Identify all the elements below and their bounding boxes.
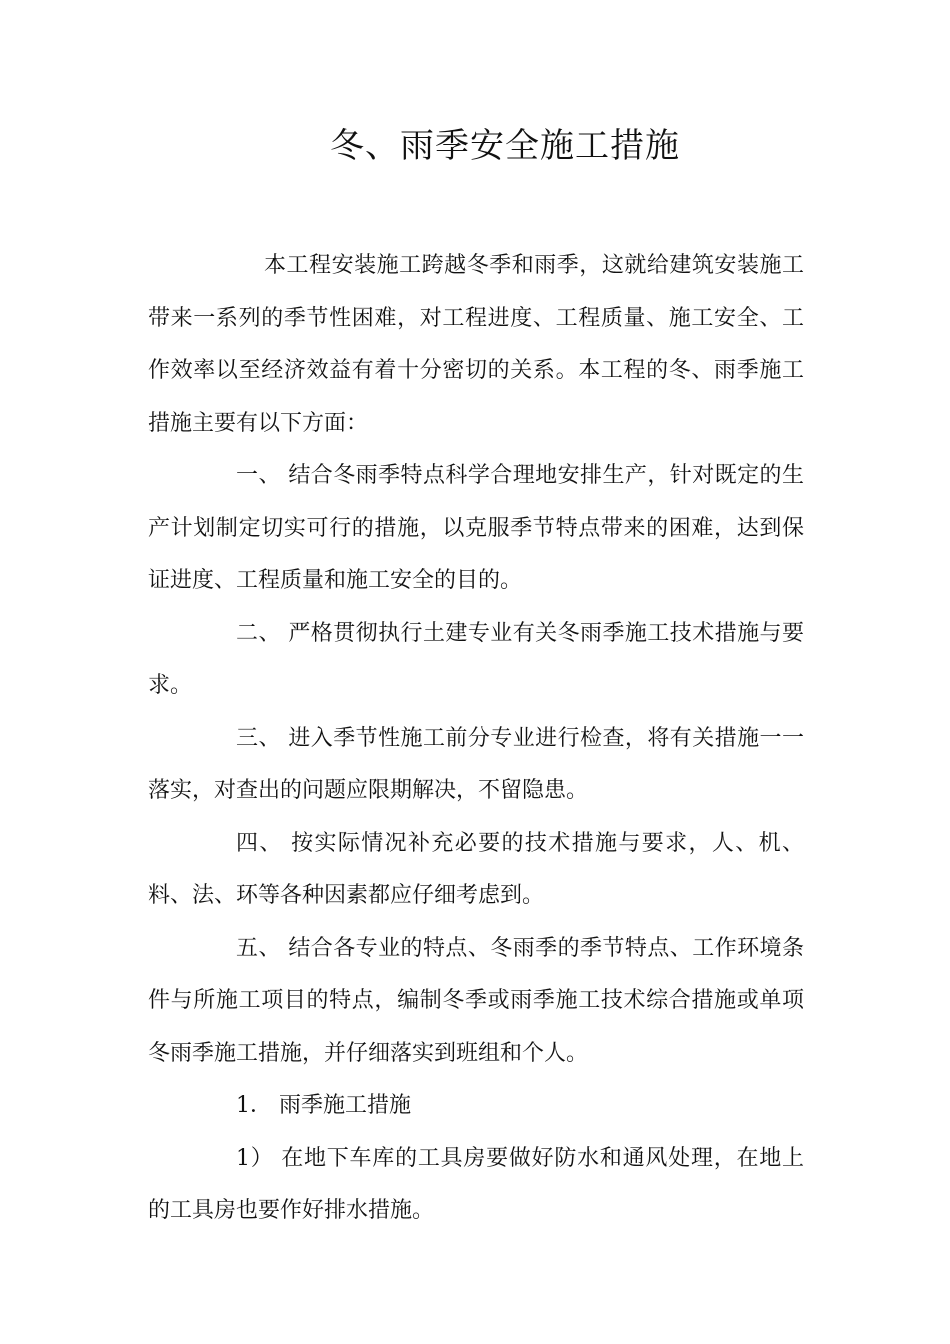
paragraph-subitem-1: 1） 在地下车库的工具房要做好防水和通风处理，在地上的工具房也要作好排水措施。 [148,1145,804,1223]
paragraph-item-2: 二、 严格贯彻执行土建专业有关冬雨季施工技术措施与要求。 [148,620,804,698]
section-heading-rainy-season: 1． 雨季施工措施 [236,1093,411,1118]
document-body [148,240,804,1238]
paragraph-intro: 本工程安装施工跨越冬季和雨季，这就给建筑安装施工带来一系列的季节性困难，对工程进度、工程质量、施工安全、工作效率以至经济效益有着十分密切的关系。本工程的冬、雨季施工措施主要有以下方面： [148,253,804,436]
paragraph-item-4: 四、 按实际情况补充必要的技术措施与要求，人、机、料、法、环等各种因素都应仔细考虑到。 [148,830,804,908]
paragraph-item-1: 一、 结合冬雨季特点科学合理地安排生产，针对既定的生产计划制定切实可行的措施，以克服季节特点带来的困难，达到保证进度、工程质量和施工安全的目的。 [148,463,804,593]
document-title: 冬、雨季安全施工措施 [330,126,680,166]
paragraph-item-3: 三、 进入季节性施工前分专业进行检查，将有关措施一一落实，对查出的问题应限期解决，不留隐患。 [148,725,804,803]
paragraph-item-5: 五、 结合各专业的特点、冬雨季的季节特点、工作环境条件与所施工项目的特点，编制冬季或雨季施工技术综合措施或单项冬雨季施工措施，并仔细落实到班组和个人。 [148,935,804,1066]
